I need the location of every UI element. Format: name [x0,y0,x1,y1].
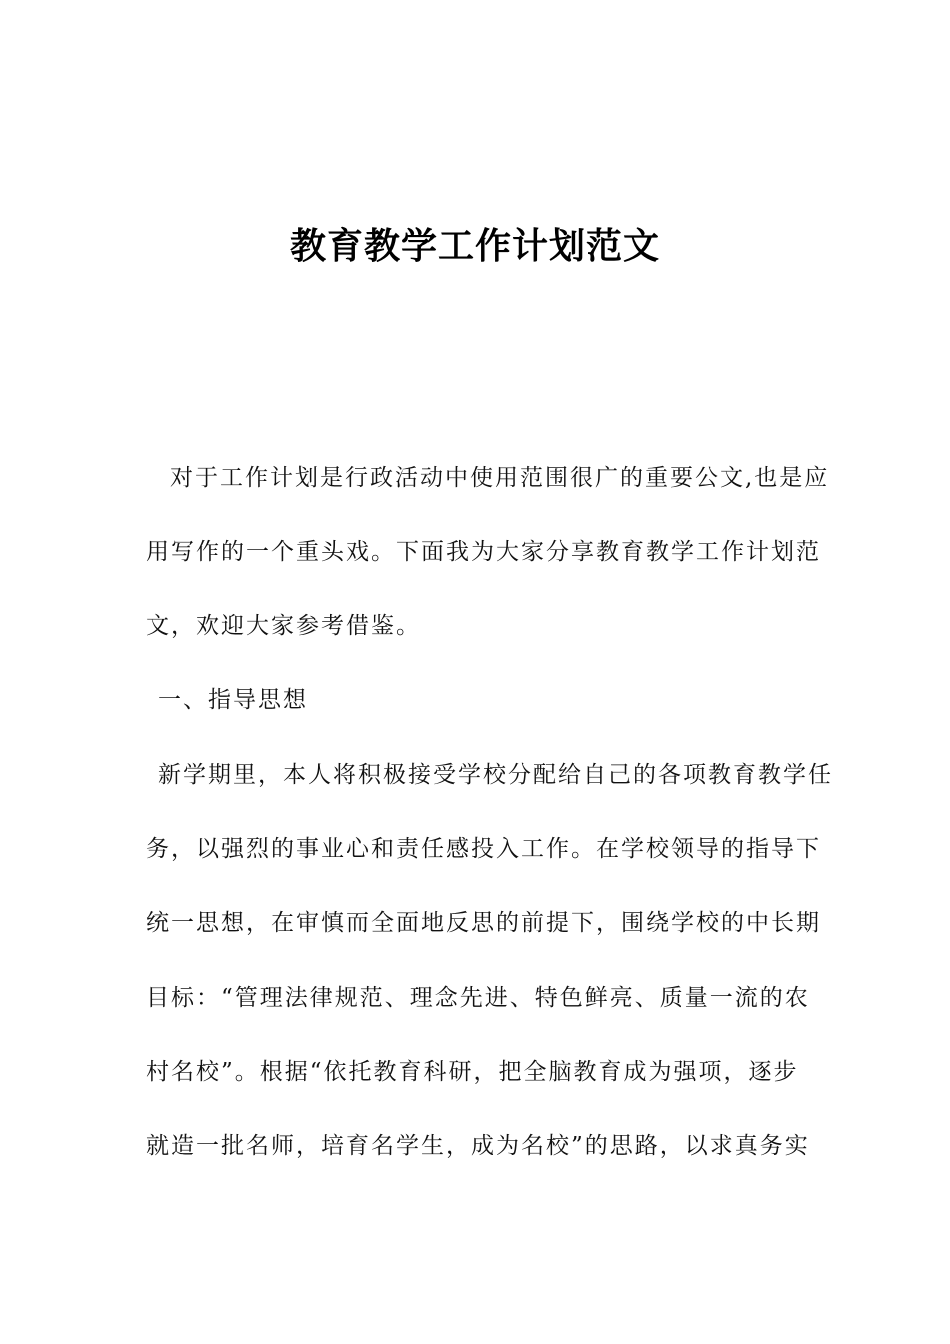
intro-line-3: 文，欢迎大家参考借鉴。 [146,613,421,639]
body-line-3: 统一思想，在审慎而全面地反思的前提下，围绕学校的中长期 [146,910,821,936]
document-title: 教育教学工作计划范文 [289,226,660,267]
intro-line-2: 用写作的一个重头戏。下面我为大家分享教育教学工作计划范 [146,539,821,565]
body-line-2: 务，以强烈的事业心和责任感投入工作。在学校领导的指导下 [146,836,821,862]
intro-line-1: 对于工作计划是行政活动中使用范围很广的重要公文,也是应 [170,465,830,491]
body-line-4: 目标：“管理法律规范、理念先进、特色鲜亮、质量一流的农 [146,985,810,1011]
body-line-6: 就造一批名师，培育名学生，成为名校”的思路，以求真务实 [146,1133,810,1159]
section-heading-guiding-ideology: 一、指导思想 [158,687,308,713]
body-line-5: 村名校”。根据“依托教育科研，把全脑教育成为强项，逐步 [146,1059,799,1085]
body-line-1: 新学期里，本人将积极接受学校分配给自己的各项教育教学任 [158,762,833,788]
